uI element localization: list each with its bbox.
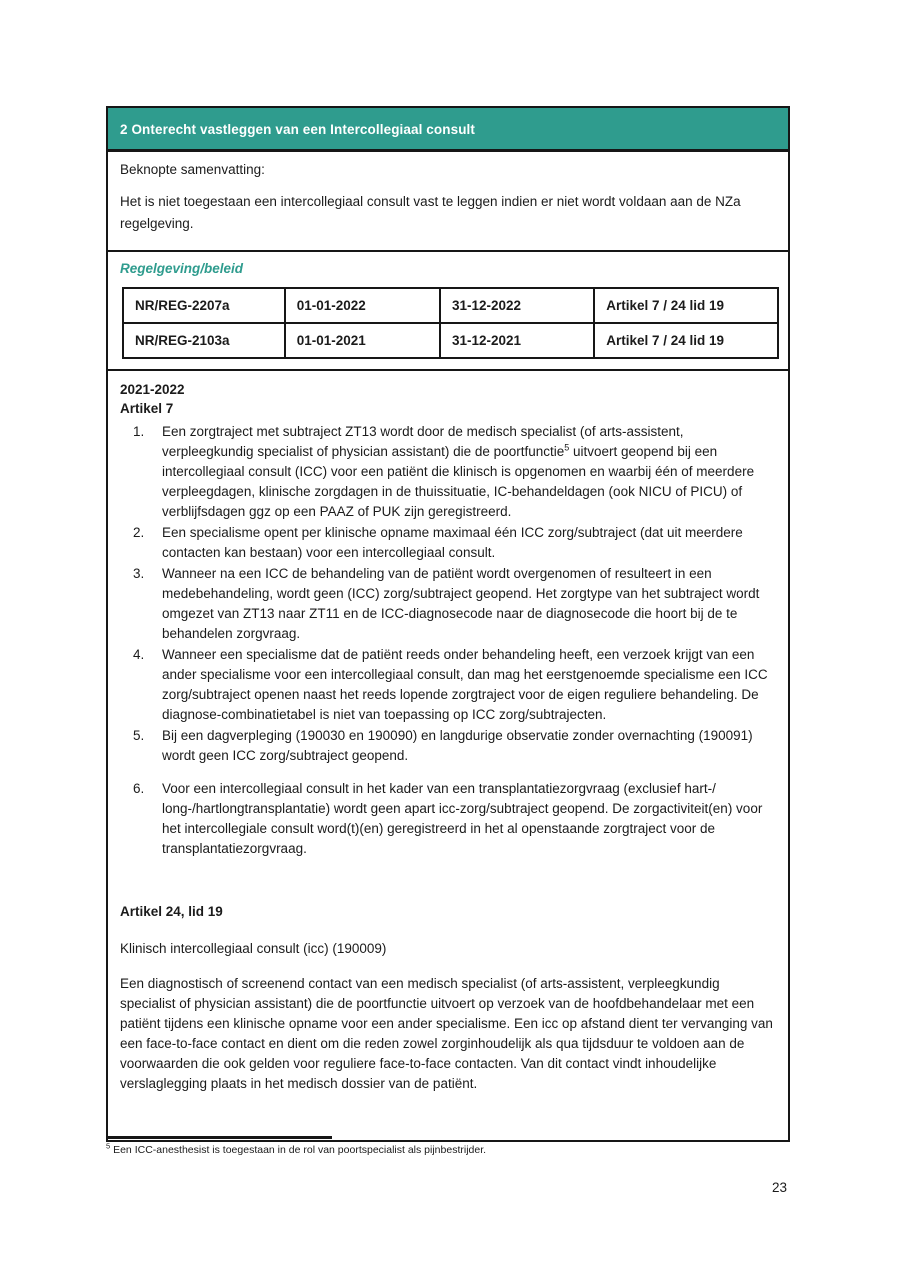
- article7-heading: Artikel 7: [120, 401, 174, 416]
- footnote: [106, 1136, 666, 1156]
- list-item-number: 5.: [133, 728, 145, 743]
- list-item-number: 1.: [133, 424, 145, 439]
- article24-text: Een diagnostisch of screenend contact van een medisch specialist (of arts-assistent, verpleegkundig specialist of physician assistant) die de poortfunctie uitvoert op verzoek van de hoofdbehandelaar met een patiënt tijdens een klinische opname voor een ander specialisme. Een icc op afstand dient ter vervanging van een face-to-face contact en dient om die reden zowel zorginhoudelijk als qua tijdsduur te voldoen aan de voorwaarden die ook gelden voor reguliere face-to-face contacten. Van dit contact vindt inhoudelijke verslaglegging plaats in het medisch dossier van de patiënt.: [120, 976, 773, 1091]
- section-header-title: 2 Onterecht vastleggen van een Intercollegiaal consult: [120, 122, 476, 137]
- table-cell-start-date: 01-01-2022: [285, 288, 440, 323]
- regulation-heading: Regelgeving/beleid: [120, 261, 244, 276]
- footnote-divider: [106, 1136, 332, 1139]
- list-item-text-part: uitvoert geopend bij een intercollegiaal consult (ICC) voor een patiënt die klinisch is opgenomen en waarbij één of meerdere verpleegdagen, klinische zorgdagen in de thuissituatie, IC-behandeldagen (ook NICU of PICU) of verblijfsdagen ggz op een PAAZ of PUK zijn geregistreerd.: [162, 444, 755, 519]
- period-heading: 2021-2022: [120, 382, 185, 397]
- list-item-text: Wanneer na een ICC de behandeling van de patiënt wordt overgenomen of resulteert in een medebehandeling, wordt geen (ICC) zorg/subtraject geopend. Het zorgtype van het subtraject wordt omgezet van ZT13 naar ZT11 en de ICC-diagnosecode naar de diagnosecode die hoort bij de te behandelen zorgvraag.: [162, 566, 760, 641]
- document-container: [106, 106, 790, 1142]
- footnote-marker: 5: [106, 1141, 111, 1151]
- list-item-number: 4.: [133, 647, 145, 662]
- article24-heading: Artikel 24, lid 19: [120, 904, 223, 919]
- summary-section: [108, 152, 788, 250]
- list-item: [120, 779, 773, 859]
- list-item-number: 6.: [133, 781, 145, 796]
- list-item-text: Een specialisme opent per klinische opname maximaal één ICC zorg/subtraject (dat uit meerdere contacten kan bestaan) voor een intercollegiaal consult.: [162, 525, 743, 560]
- list-item-text: Wanneer een specialisme dat de patiënt reeds onder behandeling heeft, een verzoek krijgt van een ander specialisme voor een intercollegiaal consult, dan mag het eerstgenoemde specialisme een ICC zorg/subtraject openen naast het reeds lopende zorgtraject voor de eigen reguliere behandeling. De diagnose-combinatietabel is niet van toepassing op ICC zorg/subtrajecten.: [162, 647, 768, 722]
- list-item: [120, 523, 773, 563]
- list-item-number: 2.: [133, 525, 145, 540]
- list-item-text: Voor een intercollegiaal consult in het kader van een transplantatiezorgvraag (exclusief hart-/ long-/hartlongtransplantatie) wordt geen apart icc-zorg/subtraject geopend. De zorgactiviteit(en) voor het intercollegiale consult word(t)(en) geregistreerd in het al openstaande zorgtraject voor de transplantatiezorgvraag.: [162, 781, 763, 856]
- list-item-text: Bij een dagverpleging (190030 en 190090) en langdurige observatie zonder overnachting (190091) wordt geen ICC zorg/subtraject geopend.: [162, 728, 753, 763]
- article24-subheading: Klinisch intercollegiaal consult (icc) (190009): [120, 941, 387, 956]
- summary-text: Het is niet toegestaan een intercollegiaal consult vast te leggen indien er niet wordt voldaan aan de NZa regelgeving.: [120, 194, 741, 231]
- list-item-number: 3.: [133, 566, 145, 581]
- summary-label: Beknopte samenvatting:: [120, 162, 265, 177]
- page-number: 23: [772, 1180, 788, 1195]
- table-cell-article: Artikel 7 / 24 lid 19: [594, 323, 778, 358]
- list-item-text: [162, 422, 773, 522]
- footnote-body: Een ICC-anesthesist is toegestaan in de rol van poortspecialist als pijnbestrijder.: [113, 1144, 487, 1156]
- regulation-section: [108, 250, 788, 369]
- table-row: [123, 288, 778, 323]
- regulation-text-section: [108, 369, 788, 1140]
- table-cell-end-date: 31-12-2021: [440, 323, 594, 358]
- table-cell-end-date: 31-12-2022: [440, 288, 594, 323]
- table-cell-article: Artikel 7 / 24 lid 19: [594, 288, 778, 323]
- list-item: [120, 645, 773, 725]
- table-cell-regulation-code: NR/REG-2103a: [123, 323, 285, 358]
- list-item: [120, 726, 773, 766]
- section-header: [108, 108, 788, 152]
- table-row: [123, 323, 778, 358]
- list-item-text-part: Een zorgtraject met subtraject ZT13 wordt door de medisch specialist (of arts-assistent, verpleegkundig specialist of physician assistant) die de poortfunctie: [162, 424, 684, 459]
- article7-list: [120, 422, 773, 859]
- footnote-text: [106, 1141, 666, 1156]
- table-cell-start-date: 01-01-2021: [285, 323, 440, 358]
- regulation-table: [122, 287, 779, 359]
- table-cell-regulation-code: NR/REG-2207a: [123, 288, 285, 323]
- list-item: [120, 422, 773, 522]
- list-item: [120, 564, 773, 644]
- footnote-reference: 5: [564, 442, 570, 453]
